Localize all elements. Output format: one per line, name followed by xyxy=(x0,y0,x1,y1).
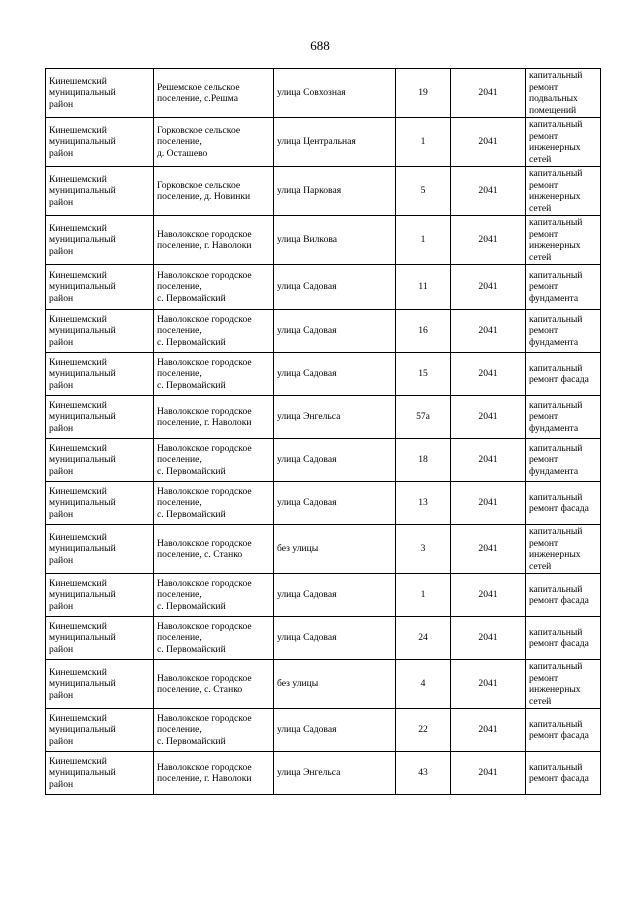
house-number-cell: 11 xyxy=(396,265,451,310)
year-cell: 2041 xyxy=(451,709,526,752)
table-row xyxy=(46,617,601,660)
settlement-cell: Решемское сельское поселение, с.Решма xyxy=(154,69,274,118)
settlement-cell: Наволокское городское поселение, с. Станко xyxy=(154,660,274,709)
house-number-cell: 1 xyxy=(396,574,451,617)
house-number-cell: 1 xyxy=(396,118,451,167)
table-row xyxy=(46,709,601,752)
table-row xyxy=(46,525,601,574)
street-cell: улица Садовая xyxy=(274,574,396,617)
settlement-cell: Наволокское городское поселение, г. Наволоки xyxy=(154,216,274,265)
settlement-cell: Горковское сельское поселение, д. Новинки xyxy=(154,167,274,216)
work-type-cell: капитальный ремонт фундамента xyxy=(526,310,601,353)
year-cell: 2041 xyxy=(451,439,526,482)
street-cell: улица Садовая xyxy=(274,482,396,525)
district-cell: Кинешемский муниципальный район xyxy=(46,216,154,265)
year-cell: 2041 xyxy=(451,310,526,353)
work-type-cell: капитальный ремонт фасада xyxy=(526,482,601,525)
house-number-cell: 24 xyxy=(396,617,451,660)
year-cell: 2041 xyxy=(451,660,526,709)
street-cell: улица Садовая xyxy=(274,265,396,310)
work-type-cell: капитальный ремонт инженерных сетей xyxy=(526,525,601,574)
district-cell: Кинешемский муниципальный район xyxy=(46,396,154,439)
district-cell: Кинешемский муниципальный район xyxy=(46,752,154,795)
district-cell: Кинешемский муниципальный район xyxy=(46,118,154,167)
settlement-cell: Наволокское городское поселение, с. Первомайский xyxy=(154,709,274,752)
district-cell: Кинешемский муниципальный район xyxy=(46,69,154,118)
street-cell: улица Садовая xyxy=(274,439,396,482)
year-cell: 2041 xyxy=(451,574,526,617)
house-number-cell: 15 xyxy=(396,353,451,396)
district-cell: Кинешемский муниципальный район xyxy=(46,709,154,752)
table-row xyxy=(46,265,601,310)
settlement-cell: Наволокское городское поселение, с. Первомайский xyxy=(154,574,274,617)
district-cell: Кинешемский муниципальный район xyxy=(46,482,154,525)
table-body xyxy=(46,69,601,795)
year-cell: 2041 xyxy=(451,216,526,265)
district-cell: Кинешемский муниципальный район xyxy=(46,167,154,216)
district-cell: Кинешемский муниципальный район xyxy=(46,310,154,353)
house-number-cell: 19 xyxy=(396,69,451,118)
repair-schedule-table xyxy=(45,68,601,795)
settlement-cell: Наволокское городское поселение, с. Первомайский xyxy=(154,310,274,353)
street-cell: улица Парковая xyxy=(274,167,396,216)
house-number-cell: 22 xyxy=(396,709,451,752)
work-type-cell: капитальный ремонт подвальных помещений xyxy=(526,69,601,118)
year-cell: 2041 xyxy=(451,396,526,439)
year-cell: 2041 xyxy=(451,752,526,795)
district-cell: Кинешемский муниципальный район xyxy=(46,660,154,709)
table-row xyxy=(46,752,601,795)
street-cell: без улицы xyxy=(274,525,396,574)
work-type-cell: капитальный ремонт фасада xyxy=(526,574,601,617)
street-cell: улица Энгельса xyxy=(274,396,396,439)
street-cell: улица Садовая xyxy=(274,617,396,660)
district-cell: Кинешемский муниципальный район xyxy=(46,353,154,396)
settlement-cell: Наволокское городское поселение, г. Наволоки xyxy=(154,752,274,795)
year-cell: 2041 xyxy=(451,69,526,118)
year-cell: 2041 xyxy=(451,118,526,167)
district-cell: Кинешемский муниципальный район xyxy=(46,617,154,660)
settlement-cell: Горковское сельское поселение, д. Осташево xyxy=(154,118,274,167)
year-cell: 2041 xyxy=(451,617,526,660)
street-cell: улица Совхозная xyxy=(274,69,396,118)
settlement-cell: Наволокское городское поселение, с. Первомайский xyxy=(154,482,274,525)
house-number-cell: 16 xyxy=(396,310,451,353)
street-cell: без улицы xyxy=(274,660,396,709)
table-row xyxy=(46,396,601,439)
district-cell: Кинешемский муниципальный район xyxy=(46,265,154,310)
district-cell: Кинешемский муниципальный район xyxy=(46,439,154,482)
work-type-cell: капитальный ремонт инженерных сетей xyxy=(526,167,601,216)
year-cell: 2041 xyxy=(451,482,526,525)
table-row xyxy=(46,310,601,353)
work-type-cell: капитальный ремонт фундамента xyxy=(526,396,601,439)
street-cell: улица Энгельса xyxy=(274,752,396,795)
work-type-cell: капитальный ремонт фасада xyxy=(526,709,601,752)
settlement-cell: Наволокское городское поселение, с. Первомайский xyxy=(154,617,274,660)
table-row xyxy=(46,118,601,167)
house-number-cell: 13 xyxy=(396,482,451,525)
work-type-cell: капитальный ремонт инженерных сетей xyxy=(526,118,601,167)
work-type-cell: капитальный ремонт инженерных сетей xyxy=(526,660,601,709)
settlement-cell: Наволокское городское поселение, с. Станко xyxy=(154,525,274,574)
work-type-cell: капитальный ремонт инженерных сетей xyxy=(526,216,601,265)
house-number-cell: 57а xyxy=(396,396,451,439)
house-number-cell: 5 xyxy=(396,167,451,216)
table-row xyxy=(46,216,601,265)
street-cell: улица Центральная xyxy=(274,118,396,167)
work-type-cell: капитальный ремонт фасада xyxy=(526,752,601,795)
table-row xyxy=(46,660,601,709)
street-cell: улица Садовая xyxy=(274,353,396,396)
table-row xyxy=(46,353,601,396)
page-number: 688 xyxy=(310,38,330,53)
settlement-cell: Наволокское городское поселение, с. Первомайский xyxy=(154,265,274,310)
house-number-cell: 18 xyxy=(396,439,451,482)
year-cell: 2041 xyxy=(451,353,526,396)
district-cell: Кинешемский муниципальный район xyxy=(46,525,154,574)
year-cell: 2041 xyxy=(451,265,526,310)
year-cell: 2041 xyxy=(451,167,526,216)
settlement-cell: Наволокское городское поселение, с. Первомайский xyxy=(154,439,274,482)
table-row xyxy=(46,69,601,118)
table-row xyxy=(46,439,601,482)
house-number-cell: 4 xyxy=(396,660,451,709)
table-row xyxy=(46,482,601,525)
house-number-cell: 43 xyxy=(396,752,451,795)
street-cell: улица Вилкова xyxy=(274,216,396,265)
table-row xyxy=(46,167,601,216)
work-type-cell: капитальный ремонт фасада xyxy=(526,617,601,660)
work-type-cell: капитальный ремонт фасада xyxy=(526,353,601,396)
year-cell: 2041 xyxy=(451,525,526,574)
house-number-cell: 3 xyxy=(396,525,451,574)
work-type-cell: капитальный ремонт фундамента xyxy=(526,265,601,310)
district-cell: Кинешемский муниципальный район xyxy=(46,574,154,617)
table-row xyxy=(46,574,601,617)
street-cell: улица Садовая xyxy=(274,310,396,353)
house-number-cell: 1 xyxy=(396,216,451,265)
work-type-cell: капитальный ремонт фундамента xyxy=(526,439,601,482)
settlement-cell: Наволокское городское поселение, с. Первомайский xyxy=(154,353,274,396)
settlement-cell: Наволокское городское поселение, г. Наволоки xyxy=(154,396,274,439)
street-cell: улица Садовая xyxy=(274,709,396,752)
